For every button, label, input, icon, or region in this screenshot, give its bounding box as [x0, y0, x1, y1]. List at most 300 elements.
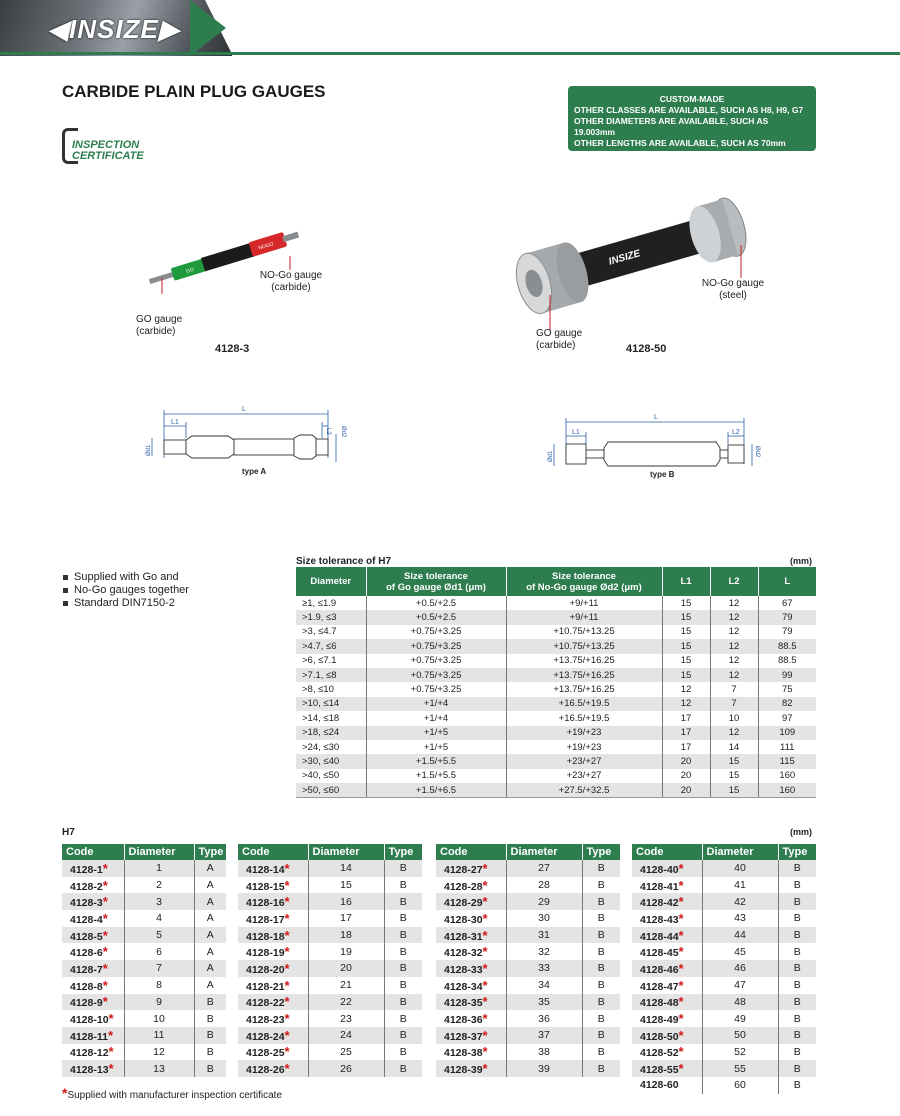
code-header-cell: Type [194, 844, 226, 860]
code-cell [632, 927, 702, 944]
diameter-cell: 42 [702, 893, 778, 910]
diameter-cell: 10 [124, 1010, 194, 1027]
table-row [632, 877, 816, 894]
code-value: 4128-42 [640, 897, 679, 910]
code-value: 4128-7 [70, 963, 103, 976]
diameter-cell: 30 [506, 910, 582, 927]
code-value: 4128-33 [444, 963, 483, 976]
table-cell: +0.5/+2.5 [366, 596, 506, 610]
table-cell: +0.75/+3.25 [366, 639, 506, 653]
type-cell: B [793, 979, 801, 992]
type-cell: A [194, 893, 226, 910]
star-icon: * [108, 1044, 114, 1060]
code-value: 4128-3 [70, 897, 103, 910]
diameter-cell: 60 [702, 1077, 778, 1094]
table-cell: 7 [710, 697, 758, 711]
diagram-b-label: type B [650, 470, 675, 479]
type-cell: B [778, 893, 816, 910]
table-row [436, 893, 620, 910]
diameter-cell: 25 [308, 1044, 384, 1061]
code-cell [62, 1060, 124, 1077]
table-cell: 79 [781, 626, 793, 638]
tolerance-unit: (mm) [790, 556, 812, 566]
table-row [632, 910, 816, 927]
type-cell: B [582, 994, 620, 1011]
diameter-cell: 32 [506, 943, 582, 960]
code-value: 4128-44 [640, 930, 679, 943]
table-cell: >14, ≤18 [296, 711, 366, 725]
type-cell: B [399, 979, 407, 992]
code-cell [436, 927, 506, 944]
table-row [238, 977, 422, 994]
table-row [62, 1044, 226, 1061]
feature-item: Standard DIN7150-2 [62, 597, 189, 610]
table-cell: >1.9, ≤3 [296, 610, 366, 624]
code-value: 4128-8 [70, 980, 103, 993]
table-cell: +0.5/+2.5 [366, 610, 506, 624]
star-icon: * [102, 977, 108, 993]
table-cell: 7 [710, 682, 758, 696]
type-cell: B [597, 979, 605, 992]
code-table-4 [632, 844, 816, 1094]
table-row [436, 1027, 620, 1044]
type-cell: A [194, 927, 226, 944]
diameter-cell: 2 [124, 877, 194, 894]
star-icon: * [284, 877, 290, 893]
code-value: 4128-38 [444, 1047, 483, 1060]
code-value: 4128-19 [246, 947, 285, 960]
table-row [632, 860, 816, 877]
table-cell: 88.5 [778, 655, 797, 667]
star-icon: * [482, 877, 488, 893]
type-cell: B [384, 860, 422, 877]
dim-d1: Ød1 [146, 444, 152, 456]
diameter-cell: 14 [308, 860, 384, 877]
code-value: 4128-27 [444, 863, 483, 876]
table-cell: 20 [662, 754, 710, 768]
diameter-cell: 49 [702, 1010, 778, 1027]
type-cell: B [582, 960, 620, 977]
star-icon: * [482, 1027, 488, 1043]
star-icon: * [102, 894, 108, 910]
code-cell [632, 1027, 702, 1044]
type-cell: B [384, 1027, 422, 1044]
custom-made-line: OTHER DIAMETERS ARE AVAILABLE, SUCH AS 19.003mm [574, 116, 769, 137]
code-header-cell: Diameter [506, 844, 582, 860]
table-cell: +13.75/+16.25 [506, 682, 662, 696]
table-cell: >24, ≤30 [296, 740, 366, 754]
diameter-cell: 7 [124, 960, 194, 977]
code-value: 4128-36 [444, 1014, 483, 1027]
diameter-cell: 44 [702, 927, 778, 944]
header-rule [0, 52, 900, 55]
diameter-cell: 4 [124, 910, 194, 927]
code-cell [62, 893, 124, 910]
table-cell: +23/+27 [506, 769, 662, 783]
star-icon: * [482, 910, 488, 926]
diameter-cell: 40 [702, 860, 778, 877]
star-icon: * [102, 877, 108, 893]
code-cell [632, 1077, 702, 1094]
code-table-2 [238, 844, 422, 1077]
table-cell: 12 [662, 697, 710, 711]
table-cell: 17 [662, 711, 710, 725]
type-cell: B [194, 1060, 226, 1077]
dim-d1: Ød1 [548, 450, 554, 462]
star-icon: * [678, 977, 684, 993]
star-icon: * [284, 977, 290, 993]
diameter-cell: 24 [308, 1027, 384, 1044]
code-cell [62, 1027, 124, 1044]
diameter-cell: 5 [124, 927, 194, 944]
table-cell: 97 [781, 712, 793, 724]
diameter-cell: 19 [308, 943, 384, 960]
table-row [632, 977, 816, 994]
type-cell: B [399, 1012, 407, 1025]
code-cell [632, 860, 702, 877]
table-cell: +0.75/+3.25 [366, 625, 506, 639]
code-cell [62, 877, 124, 894]
code-cell [238, 1044, 308, 1061]
diagram-a-label: type A [242, 467, 267, 476]
star-icon: * [678, 960, 684, 976]
table-row [296, 740, 816, 754]
diameter-cell: 38 [506, 1044, 582, 1061]
table-row [632, 943, 816, 960]
star-icon: * [108, 1061, 114, 1077]
custom-made-line: OTHER LENGTHS ARE AVAILABLE, SUCH AS 70mm [574, 138, 786, 148]
star-icon: * [482, 977, 488, 993]
diameter-cell: 31 [506, 927, 582, 944]
star-icon: * [482, 1044, 488, 1060]
star-icon: * [108, 1011, 114, 1027]
diameter-cell: 55 [702, 1060, 778, 1077]
dim-d2: Ød2 [340, 426, 346, 438]
code-cell [238, 943, 308, 960]
diameter-cell: 34 [506, 977, 582, 994]
table-cell: 12 [710, 668, 758, 682]
table-row [238, 877, 422, 894]
code-cell [436, 893, 506, 910]
type-cell: B [778, 927, 816, 944]
table-cell: +10.75/+13.25 [506, 639, 662, 653]
star-icon: * [284, 994, 290, 1010]
table-row [296, 596, 816, 610]
table-row [436, 1010, 620, 1027]
product-b-model: 4128-50 [626, 343, 667, 355]
code-cell [238, 960, 308, 977]
type-cell: A [206, 945, 214, 958]
table-row [62, 943, 226, 960]
type-cell: B [206, 1045, 214, 1058]
table-row [62, 877, 226, 894]
diameter-cell: 1 [124, 860, 194, 877]
star-icon: * [482, 960, 488, 976]
diameter-cell: 11 [124, 1027, 194, 1044]
code-value: 4128-5 [70, 930, 103, 943]
code-value: 4128-14 [246, 863, 285, 876]
diameter-cell: 28 [506, 877, 582, 894]
code-cell [62, 977, 124, 994]
star-icon: * [678, 894, 684, 910]
dim-l1: L1 [171, 419, 179, 426]
star-icon: * [102, 927, 108, 943]
code-value: 4128-34 [444, 980, 483, 993]
table-cell: >8, ≤10 [296, 682, 366, 696]
codes-title: H7 [62, 827, 75, 838]
table-cell: +1/+5 [366, 740, 506, 754]
table-cell: 79 [758, 610, 816, 624]
star-icon: * [678, 1011, 684, 1027]
code-value: 4128-16 [246, 897, 285, 910]
star-icon: * [678, 927, 684, 943]
table-row [436, 860, 620, 877]
table-cell: +19/+23 [506, 740, 662, 754]
code-value: 4128-26 [246, 1064, 285, 1077]
table-row [632, 994, 816, 1011]
code-cell [62, 1010, 124, 1027]
code-header-cell: Type [384, 844, 422, 860]
diameter-cell: 16 [308, 893, 384, 910]
code-cell [238, 910, 308, 927]
diameter-cell: 39 [506, 1060, 582, 1077]
code-cell [62, 943, 124, 960]
type-cell: B [384, 893, 422, 910]
code-header-cell: Code [632, 844, 702, 860]
code-cell [632, 1044, 702, 1061]
type-cell: A [194, 860, 226, 877]
code-cell [62, 994, 124, 1011]
diameter-cell: 21 [308, 977, 384, 994]
custom-made-box [568, 86, 816, 151]
star-icon: * [482, 1061, 488, 1077]
table-cell: 15 [662, 596, 710, 610]
star-icon: * [102, 910, 108, 926]
product-a-model: 4128-3 [215, 343, 250, 355]
diameter-cell: 41 [702, 877, 778, 894]
type-cell: A [194, 960, 226, 977]
table-cell: >4.7, ≤6 [296, 639, 366, 653]
code-cell [62, 910, 124, 927]
page-header [0, 0, 900, 56]
table-cell: >6, ≤7.1 [296, 654, 366, 668]
code-cell [436, 1044, 506, 1061]
type-cell: B [194, 994, 226, 1011]
table-row [296, 769, 816, 783]
code-header-cell: Diameter [702, 844, 778, 860]
table-cell: +16.5/+19.5 [506, 711, 662, 725]
code-value: 4128-52 [640, 1047, 679, 1060]
tolerance-table [296, 567, 816, 798]
table-row [632, 1060, 816, 1077]
code-value: 4128-28 [444, 880, 483, 893]
star-icon: * [284, 1011, 290, 1027]
type-cell: B [384, 960, 422, 977]
table-row [238, 1027, 422, 1044]
table-cell: 12 [710, 625, 758, 639]
table-row [62, 1060, 226, 1077]
table-cell: 67 [781, 597, 793, 609]
diameter-cell: 22 [308, 994, 384, 1011]
code-value: 4128-4 [70, 913, 103, 926]
table-cell: 10 [710, 711, 758, 725]
type-cell: B [793, 1079, 801, 1092]
code-cell [238, 994, 308, 1011]
table-cell: +1.5/+5.5 [366, 754, 506, 768]
product-a-go-caption: GO gauge (carbide) [136, 314, 183, 337]
code-cell [436, 977, 506, 994]
brand-mark: INSIZE [607, 248, 642, 268]
code-cell [436, 994, 506, 1011]
footnote-text: Supplied with manufacturer inspection certificate [67, 1090, 283, 1101]
type-cell: B [384, 1060, 422, 1077]
code-value: 4128-25 [246, 1047, 285, 1060]
type-cell: B [384, 927, 422, 944]
code-cell [632, 943, 702, 960]
diameter-cell: 18 [308, 927, 384, 944]
star-icon: * [284, 860, 290, 876]
codes-unit: (mm) [790, 827, 812, 837]
diameter-cell: 3 [124, 893, 194, 910]
code-value: 4128-22 [246, 997, 285, 1010]
table-cell: +1.5/+5.5 [366, 769, 506, 783]
table-cell: ≥1, ≤1.9 [296, 596, 366, 610]
code-header-row [238, 844, 422, 860]
code-cell [436, 910, 506, 927]
diameter-cell: 27 [506, 860, 582, 877]
table-cell: 12 [662, 682, 710, 696]
code-value: 4128-30 [444, 913, 483, 926]
star-icon: * [284, 927, 290, 943]
table-row [62, 1027, 226, 1044]
code-value: 4128-32 [444, 947, 483, 960]
type-cell: B [778, 960, 816, 977]
table-cell: 12 [710, 610, 758, 624]
code-value: 4128-43 [640, 913, 679, 926]
code-header-cell: Diameter [308, 844, 384, 860]
code-header-cell: Diameter [124, 844, 194, 860]
type-cell: B [582, 927, 620, 944]
table-cell: 15 [662, 610, 710, 624]
star-icon: * [678, 860, 684, 876]
code-value: 4128-37 [444, 1030, 483, 1043]
table-row [62, 977, 226, 994]
code-header-row [632, 844, 816, 860]
product-image-4128-50 [508, 180, 758, 330]
type-cell: B [194, 1027, 226, 1044]
code-cell [436, 1060, 506, 1077]
code-value: 4128-10 [70, 1014, 109, 1027]
table-cell: +23/+27 [506, 754, 662, 768]
table-cell: 12 [710, 596, 758, 610]
type-cell: B [778, 994, 816, 1011]
star-icon: * [284, 1061, 290, 1077]
type-cell: B [793, 912, 801, 925]
code-cell [436, 943, 506, 960]
dimension-diagram-type-b [540, 410, 770, 470]
diameter-cell: 37 [506, 1027, 582, 1044]
diameter-cell: 12 [124, 1044, 194, 1061]
code-value: 4128-31 [444, 930, 483, 943]
code-cell [632, 1060, 702, 1077]
col-l: L [758, 567, 816, 596]
diameter-cell: 20 [308, 960, 384, 977]
code-value: 4128-23 [246, 1014, 285, 1027]
table-cell: 12 [710, 654, 758, 668]
table-cell: 12 [710, 639, 758, 653]
table-cell: +1/+5 [366, 726, 506, 740]
table-cell: +19/+23 [506, 726, 662, 740]
code-value: 4128-2 [70, 880, 103, 893]
table-cell: 17 [662, 740, 710, 754]
table-row [238, 893, 422, 910]
table-cell: 20 [662, 769, 710, 783]
table-row [62, 1010, 226, 1027]
code-table-3 [436, 844, 620, 1077]
table-row [238, 927, 422, 944]
col-nogo-tolerance: Size tolerance of No-Go gauge Ød2 (μm) [506, 567, 662, 596]
table-cell: +13.75/+16.25 [506, 668, 662, 682]
diameter-cell: 48 [702, 994, 778, 1011]
code-header-row [436, 844, 620, 860]
table-row [238, 1060, 422, 1077]
code-cell [238, 877, 308, 894]
table-row [238, 994, 422, 1011]
code-cell [62, 860, 124, 877]
table-row [238, 943, 422, 960]
table-row [296, 711, 816, 725]
table-row [296, 682, 816, 696]
diameter-cell: 17 [308, 910, 384, 927]
table-row [62, 960, 226, 977]
footnote [62, 1085, 282, 1101]
nogo-mark: NOGO [257, 241, 275, 252]
table-row [632, 1027, 816, 1044]
star-icon: * [102, 960, 108, 976]
table-row [296, 726, 816, 740]
table-row [62, 994, 226, 1011]
table-cell: 15 [710, 754, 758, 768]
code-cell [238, 977, 308, 994]
table-cell: +13.75/+16.25 [506, 654, 662, 668]
star-icon: * [482, 944, 488, 960]
table-row [296, 625, 816, 639]
code-value: 4128-13 [70, 1064, 109, 1077]
type-cell: B [793, 945, 801, 958]
type-cell: B [793, 1045, 801, 1058]
table-cell: +0.75/+3.25 [366, 654, 506, 668]
code-cell [62, 927, 124, 944]
table-cell: 15 [710, 783, 758, 797]
table-cell: 75 [781, 684, 793, 696]
col-l2: L2 [710, 567, 758, 596]
code-cell [238, 927, 308, 944]
table-row [632, 893, 816, 910]
star-icon: * [284, 944, 290, 960]
type-cell: A [206, 879, 214, 892]
table-cell: 17 [662, 726, 710, 740]
table-row [238, 1044, 422, 1061]
table-cell: 15 [662, 668, 710, 682]
code-cell [632, 910, 702, 927]
type-cell: B [384, 994, 422, 1011]
type-cell: B [399, 945, 407, 958]
table-cell: 115 [758, 754, 816, 768]
code-value: 4128-48 [640, 997, 679, 1010]
code-cell [238, 1010, 308, 1027]
table-row [436, 910, 620, 927]
code-value: 4128-60 [640, 1079, 679, 1092]
